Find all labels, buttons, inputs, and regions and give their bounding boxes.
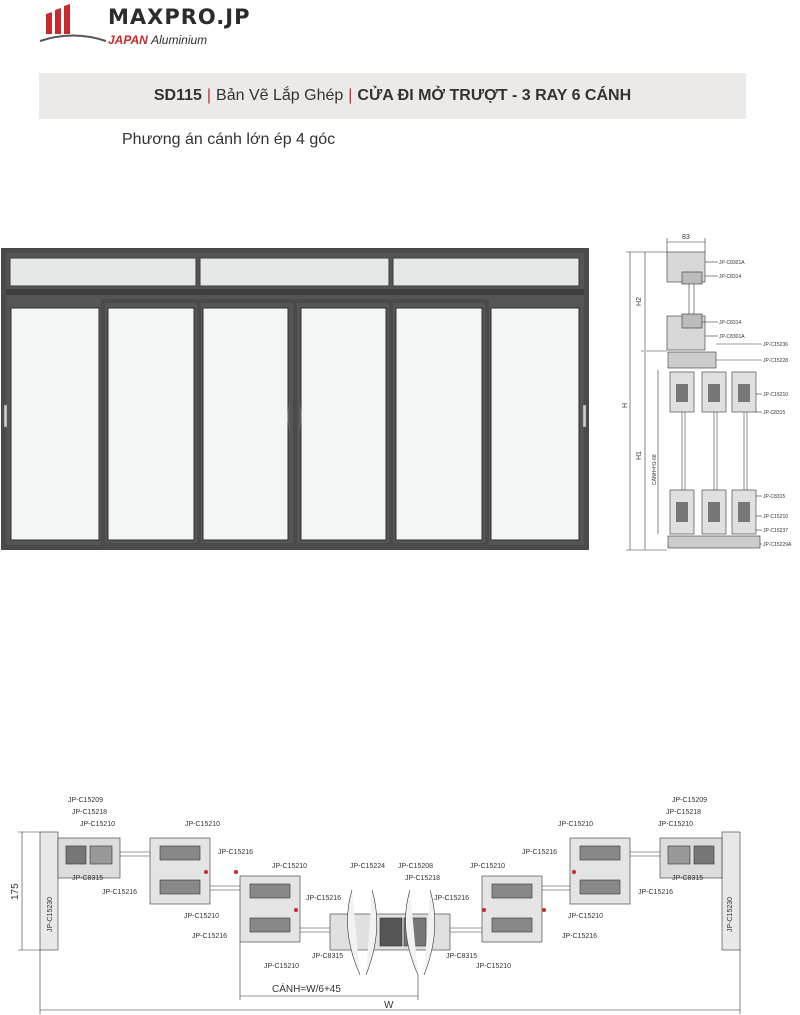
- h-dim: H: [622, 402, 629, 408]
- page-subtitle: Phương án cánh lớn ép 4 góc: [122, 131, 336, 148]
- h2-dim: H2: [636, 297, 643, 306]
- product-title: CỬA ĐI MỞ TRƯỢT - 3 RAY 6 CÁNH: [357, 87, 632, 104]
- section-label: JP-C15210: [763, 392, 789, 398]
- vertical-section: [626, 238, 762, 550]
- plan-label: JP-C15210: [80, 821, 116, 828]
- section-label: JP-C8314: [719, 274, 742, 280]
- plan-label: JP-C15216: [522, 849, 558, 856]
- section-label: JP-C8314: [719, 320, 742, 326]
- plan-label: JP-C8315: [446, 953, 478, 960]
- section-label: JP-C15237: [763, 528, 789, 534]
- plan-label: JP-C15218: [666, 809, 702, 816]
- sash-dim: CÁNH=W/6+45: [272, 984, 341, 995]
- brand-sub-red: JAPAN: [108, 33, 148, 47]
- plan-label: JP-C15210: [658, 821, 694, 828]
- section-label: JP-C15236: [763, 342, 789, 348]
- plan-label: JP-C15216: [218, 849, 254, 856]
- depth-dim: 175: [10, 883, 21, 900]
- product-code: SD115: [153, 87, 202, 104]
- plan-label: JP-C8315: [312, 953, 344, 960]
- plan-label: JP-C15210: [184, 913, 220, 920]
- plan-label: JP-C15208: [398, 863, 434, 870]
- plan-label: JP-C8315: [672, 875, 704, 882]
- canh-dim: CÁNH=H1-68: [652, 454, 658, 485]
- plan-label: JP-C15224: [350, 863, 386, 870]
- width-dim: W: [384, 1000, 394, 1011]
- plan-label: JP-C8315: [72, 875, 104, 882]
- section-width-dim: 83: [682, 234, 690, 241]
- section-label: JP-C15210: [763, 514, 789, 520]
- plan-label: JP-C15216: [434, 895, 470, 902]
- brand-name: MAXPRO.JP: [108, 5, 251, 29]
- plan-label: JP-C15210: [476, 963, 512, 970]
- plan-mid-right-labels: [434, 821, 673, 970]
- section-label: JP-C8315: [763, 494, 786, 500]
- brand-sub-gray: Aluminium: [151, 33, 208, 47]
- h1-dim: H1: [636, 451, 643, 460]
- plan-label: JP-C15210: [185, 821, 221, 828]
- plan-label: JP-C15209: [672, 797, 708, 804]
- plan-label: JP-C15216: [562, 933, 598, 940]
- plan-label: JP-C15216: [192, 933, 228, 940]
- section-label: JP-C8301A: [719, 260, 745, 266]
- section-label: JP-C15228: [763, 358, 789, 364]
- plan-label: JP-C15218: [72, 809, 108, 816]
- plan-label: JP-C15218: [405, 875, 441, 882]
- separator: |: [348, 87, 353, 104]
- plan-mid-left-labels: [102, 821, 343, 970]
- doc-type: Bản Vẽ Lắp Ghép: [216, 87, 344, 104]
- section-label: JP-C8301A: [719, 334, 745, 340]
- door-elevation: [1, 248, 589, 550]
- plan-label: JP-C15209: [68, 797, 104, 804]
- plan-label: JP-C15216: [638, 889, 674, 896]
- section-label: JP-C8315: [763, 410, 786, 416]
- plan-section: [18, 832, 740, 1014]
- plan-label: JP-C15210: [272, 863, 308, 870]
- plan-label: JP-C15210: [568, 913, 604, 920]
- plan-label: JP-C15230: [47, 896, 54, 932]
- plan-label: JP-C15210: [264, 963, 300, 970]
- plan-label: JP-C15216: [306, 895, 342, 902]
- plan-center-labels: [350, 863, 440, 882]
- plan-label: JP-C15210: [558, 821, 594, 828]
- plan-label: JP-C15230: [727, 896, 734, 932]
- section-label: JP-C15229A: [763, 542, 792, 548]
- plan-label: JP-C15216: [102, 889, 138, 896]
- separator: |: [206, 87, 212, 104]
- plan-label: JP-C15210: [470, 863, 506, 870]
